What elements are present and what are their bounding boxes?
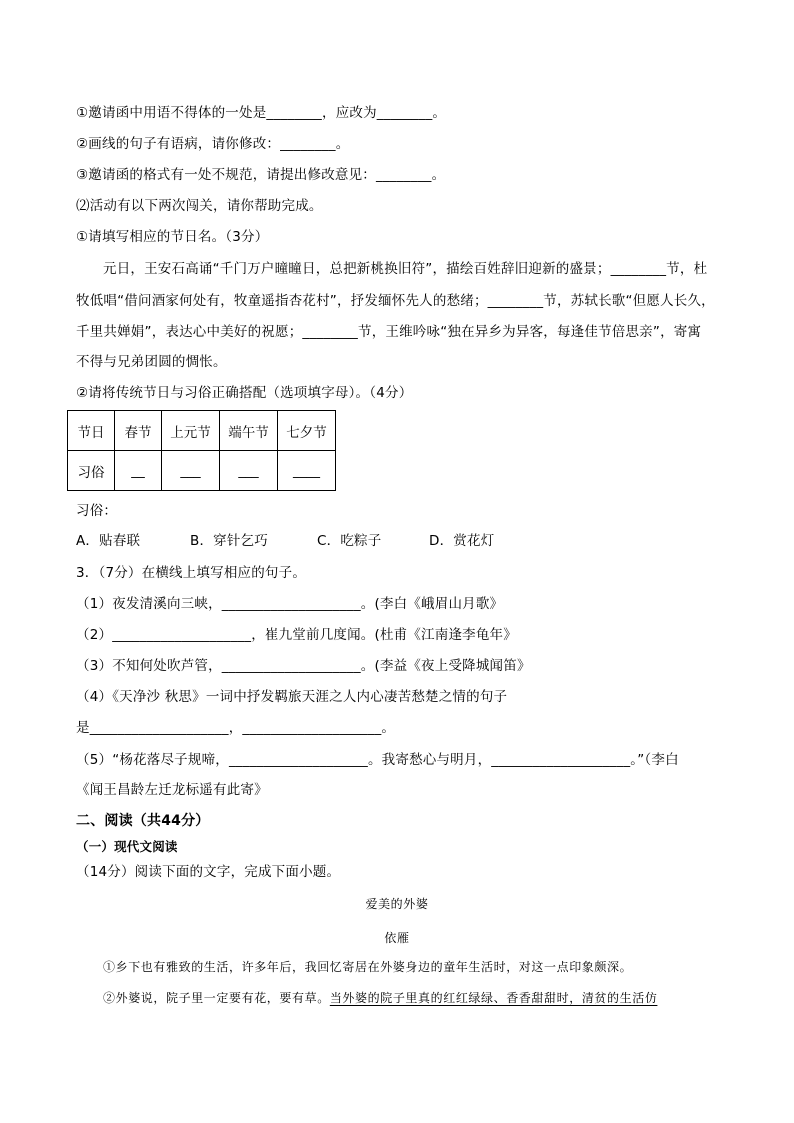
article-author: 依雁	[384, 931, 410, 945]
q3-item: （1）夜发清溪向三峡，____________________。(李白《峨眉山月歌》	[76, 596, 504, 612]
festival-customs-table	[67, 410, 336, 491]
q2-paragraph-line: 千里共婵娟”，表达心中美好的祝愿；________节，王维吟咏“独在异乡为异客，每逢佳节倍思亲”，寄寓	[76, 324, 702, 340]
answer-blank: ___	[162, 451, 220, 491]
table-row	[68, 451, 336, 491]
answer-blank: __	[115, 451, 162, 491]
table-cell: 端午节	[220, 411, 278, 451]
table-row	[68, 411, 336, 451]
q3-item: （4）《天净沙 秋思》一词中抒发羁旅天涯之人内心凄苦愁楚之情的句子	[76, 689, 508, 705]
table-cell: 七夕节	[278, 411, 336, 451]
option-b: B．穿针乞巧	[190, 533, 268, 549]
article-title: 爱美的外婆	[365, 897, 429, 911]
q3-item: （5）“杨花落尽子规啼，____________________。我寄愁心与明月，____________________。”（李白	[76, 752, 679, 768]
article-paragraph-1: ①乡下也有雅致的生活，许多年后，我回忆寄居在外婆身边的童年生活时，对这一点印象颇深。	[103, 960, 633, 974]
answer-blank: ___	[220, 451, 278, 491]
table-cell: 春节	[115, 411, 162, 451]
q2-task1-title: ①请填写相应的节日名。（3分）	[76, 229, 269, 245]
section-heading: 二、阅读（共44分）	[76, 813, 210, 829]
article-paragraph-2	[103, 988, 657, 1008]
q3-item: （2）____________________，崔九堂前几度闻。(杜甫《江南逢李龟年》	[76, 627, 517, 643]
table-cell: 节日	[68, 411, 115, 451]
q2-paragraph-line: 元日，王安石高诵“千门万户曈曈日，总把新桃换旧符”，描绘百姓辞旧迎新的盛景；________节，杜	[103, 261, 708, 277]
q2-intro: ⑵活动有以下两次闯关，请你帮助完成。	[76, 198, 323, 214]
underlined-sentence: 当外婆的院子里真的红红绿绿、香香甜甜时，清贫的生活仿	[329, 991, 658, 1005]
q1-sub1: ①邀请函中用语不得体的一处是________，应改为________。	[76, 105, 447, 121]
section-subheading: （一）现代文阅读	[76, 839, 178, 854]
q3-item: 是____________________，____________________。	[76, 720, 396, 736]
q3-title: 3．（7分）在横线上填写相应的句子。	[76, 565, 307, 581]
table-cell: 上元节	[162, 411, 220, 451]
article-paragraph-2-text: ②外婆说，院子里一定要有花，要有草。	[103, 991, 330, 1005]
answer-blank: ____	[278, 451, 336, 491]
customs-label: 习俗：	[76, 503, 118, 519]
q1-sub3: ③邀请函的格式有一处不规范，请提出修改意见：________。	[76, 167, 446, 183]
option-d: D．赏花灯	[429, 533, 495, 549]
q2-task2-title: ②请将传统节日与习俗正确搭配（选项填字母）。（4分）	[76, 385, 413, 401]
q3-item: （3）不知何处吹芦管，____________________。(李益《夜上受降城闻笛》	[76, 658, 531, 674]
section-instruction: （14分）阅读下面的文字，完成下面小题。	[76, 864, 341, 880]
option-c: C．吃粽子	[317, 533, 382, 549]
q2-paragraph-line: 不得与兄弟团圆的惆怅。	[76, 354, 227, 370]
table-cell: 习俗	[68, 451, 115, 491]
option-a: A．贴春联	[76, 533, 141, 549]
q2-paragraph-line: 牧低唱“借问酒家何处有，牧童遥指杏花村”，抒发缅怀先人的愁绪；________节，苏轼长歌“但愿人长久，	[76, 293, 715, 309]
q1-sub2: ②画线的句子有语病，请你修改：________。	[76, 136, 350, 152]
q3-item: 《闻王昌龄左迁龙标遥有此寄》	[76, 782, 268, 798]
